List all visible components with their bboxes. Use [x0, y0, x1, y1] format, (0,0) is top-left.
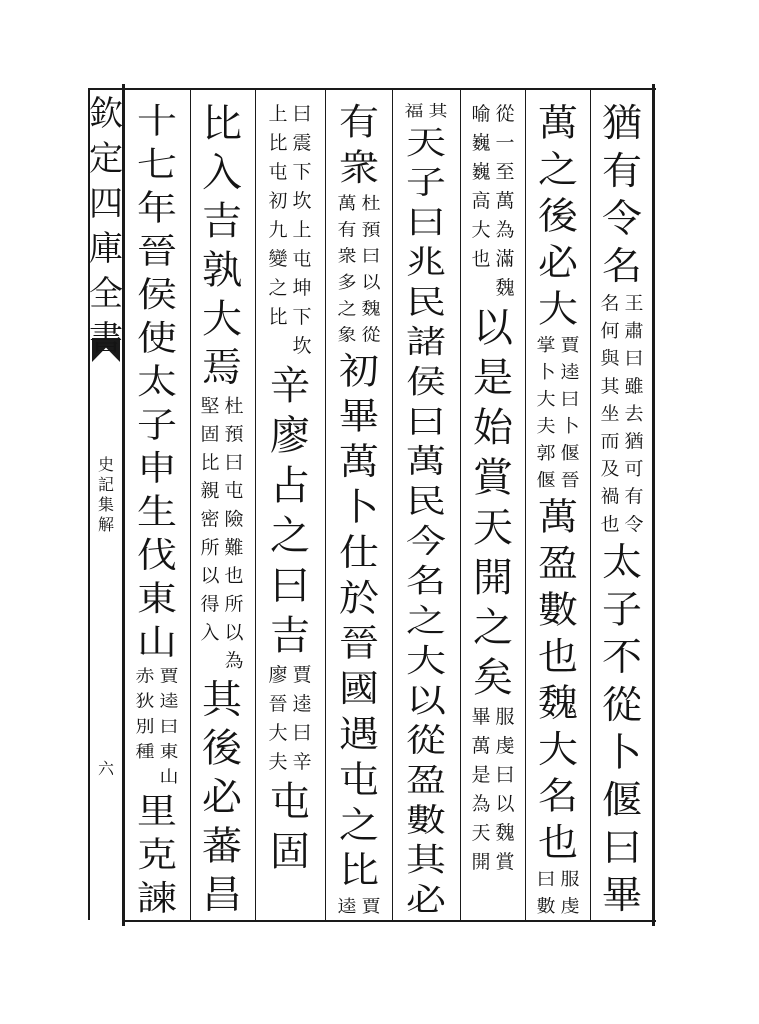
text-run: 天 子 曰 兆 民 諸 侯 曰 萬 民 今 名 之 大 以 從 盈 數 其 必: [406, 124, 446, 919]
commentary-left-line: [134, 664, 156, 790]
commentary-right-line: [427, 100, 449, 123]
text-run: 賈: [361, 896, 381, 917]
commentary-left-line: [267, 100, 289, 361]
main-text: [200, 676, 244, 920]
margin-title: [90, 92, 122, 362]
column-rule: [325, 88, 326, 920]
text-run: 王 肅 曰 雖 去 猶 可 有 令: [624, 293, 644, 536]
commentary-left-line: [535, 333, 557, 495]
commentary-note: [599, 290, 645, 538]
text-run: 服 虔: [560, 869, 580, 917]
commentary-note: [199, 393, 245, 676]
text-run: 曰 數: [536, 869, 556, 917]
commentary-right-line: [559, 333, 581, 495]
commentary-right-line: [494, 703, 516, 877]
commentary-left-line: [535, 866, 557, 920]
text-run: 里 克 諫: [137, 791, 177, 919]
main-text: [600, 100, 644, 290]
main-text: [268, 777, 312, 877]
main-text: [135, 100, 179, 664]
text-run: 從 一 至 萬 為 滿 魏: [495, 103, 515, 299]
page-number: 六: [98, 759, 115, 778]
text-run: 以 是 始 賞 天 開 之 矣: [473, 305, 513, 701]
main-text: [200, 100, 244, 393]
commentary-note: [267, 100, 313, 361]
text-run: 赤 狄 別 種: [135, 666, 155, 762]
text-run: 杜 預 曰 屯 險 難 也 所 以 為: [224, 395, 244, 672]
commentary-note: [336, 191, 382, 349]
text-run: 辛 廖 占 之 曰 吉: [270, 363, 310, 659]
commentary-right-line: [223, 393, 245, 676]
text-run: 賈 逵 曰 卜 偃 晉: [560, 335, 580, 491]
text-run: 喻 巍 巍 高 大 也: [471, 103, 491, 270]
commentary-right-line: [360, 894, 382, 920]
text-run: 萬 盈 數 也 魏 大 名 也: [538, 496, 578, 865]
text-run: 賈 逵 曰 辛: [292, 664, 312, 773]
commentary-right-line: [360, 191, 382, 349]
main-text: [471, 303, 515, 703]
text-run: 堅 固 比 親 密 所 以 得 入: [200, 395, 220, 644]
text-run: 掌 卜 大 夫 郭 偃: [536, 335, 556, 491]
main-text: [536, 100, 580, 333]
text-run: 初 畢 萬 卜 仕 於 晉 國 遇 屯 之 比: [339, 350, 379, 892]
text-run: 萬 有 衆 多 之 象: [337, 193, 357, 346]
text-run: 十 七 年 晉 侯 使 太 子 申 生 伐 東 山: [137, 101, 177, 663]
text-run: 猶 有 令 名: [602, 101, 642, 289]
text-run: 名 何 與 其 坐 而 及 禍 也: [600, 293, 620, 536]
main-text: [404, 123, 448, 920]
commentary-left-line: [403, 100, 425, 123]
commentary-left-line: [470, 703, 492, 877]
commentary-note: [267, 661, 313, 777]
text-run: 曰 震 下 坎 上 屯 坤 下 坎: [292, 103, 312, 357]
main-text: [337, 100, 381, 191]
commentary-left-line: [336, 191, 358, 349]
text-run: 畢 萬 是 為 天 開: [471, 706, 491, 873]
text-run: 上 比 屯 初 九 變 之 比: [268, 103, 288, 328]
frame-top-rule: [90, 88, 656, 90]
main-text: [536, 494, 580, 866]
commentary-left-line: [470, 100, 492, 303]
commentary-note: [134, 664, 180, 790]
margin-title-text: 欽 定 四 庫 全 書: [89, 94, 123, 359]
frame-bottom-rule: [122, 920, 656, 922]
commentary-right-line: [291, 661, 313, 777]
text-run: 賈 逵 曰 東 山: [159, 666, 179, 787]
text-run: 有 衆: [339, 101, 379, 189]
text-column: [590, 100, 654, 918]
text-run: 屯 固: [270, 779, 310, 875]
text-run: 服 虔 曰 以 魏 賞: [495, 706, 515, 873]
commentary-right-line: [623, 290, 645, 538]
main-text: [135, 790, 179, 920]
main-text: [600, 539, 644, 920]
main-text: [268, 361, 312, 661]
margin-subtitle-text: 史 記 集 解: [97, 455, 114, 534]
text-run: 逵: [337, 896, 357, 917]
text-run: 其 後 必 蕃 昌: [202, 677, 242, 918]
text-run: 福: [404, 102, 424, 120]
text-column: [125, 100, 189, 919]
commentary-note: [336, 894, 382, 920]
text-run: 太 子 不 從 卜 偃 曰 畢: [602, 540, 642, 918]
column-rule: [255, 88, 256, 920]
text-column: [526, 100, 590, 917]
text-column: [258, 100, 322, 920]
text-column: [327, 100, 391, 917]
text-run: 萬 之 後 必 大: [538, 101, 578, 331]
commentary-right-line: [291, 100, 313, 361]
commentary-right-line: [158, 664, 180, 790]
commentary-note: [535, 333, 581, 495]
text-run: 杜 預 曰 以 魏 從: [361, 193, 381, 346]
text-run: 比 入 吉 孰 大 焉: [202, 101, 242, 391]
commentary-note: [470, 703, 516, 877]
margin-subtitle: [95, 455, 117, 575]
commentary-left-line: [199, 393, 221, 676]
commentary-left-line: [267, 661, 289, 777]
commentary-right-line: [494, 100, 516, 303]
commentary-note: [470, 100, 516, 303]
text-column: [394, 100, 458, 919]
text-column: [190, 100, 254, 918]
main-text: [337, 349, 381, 894]
commentary-note: [403, 100, 449, 123]
text-column: [461, 100, 525, 920]
text-run: 廖 晉 大 夫: [268, 664, 288, 773]
column-rule: [392, 88, 393, 920]
commentary-left-line: [599, 290, 621, 538]
commentary-right-line: [559, 866, 581, 920]
commentary-left-line: [336, 894, 358, 920]
text-run: 其: [428, 102, 448, 120]
commentary-note: [535, 866, 581, 920]
